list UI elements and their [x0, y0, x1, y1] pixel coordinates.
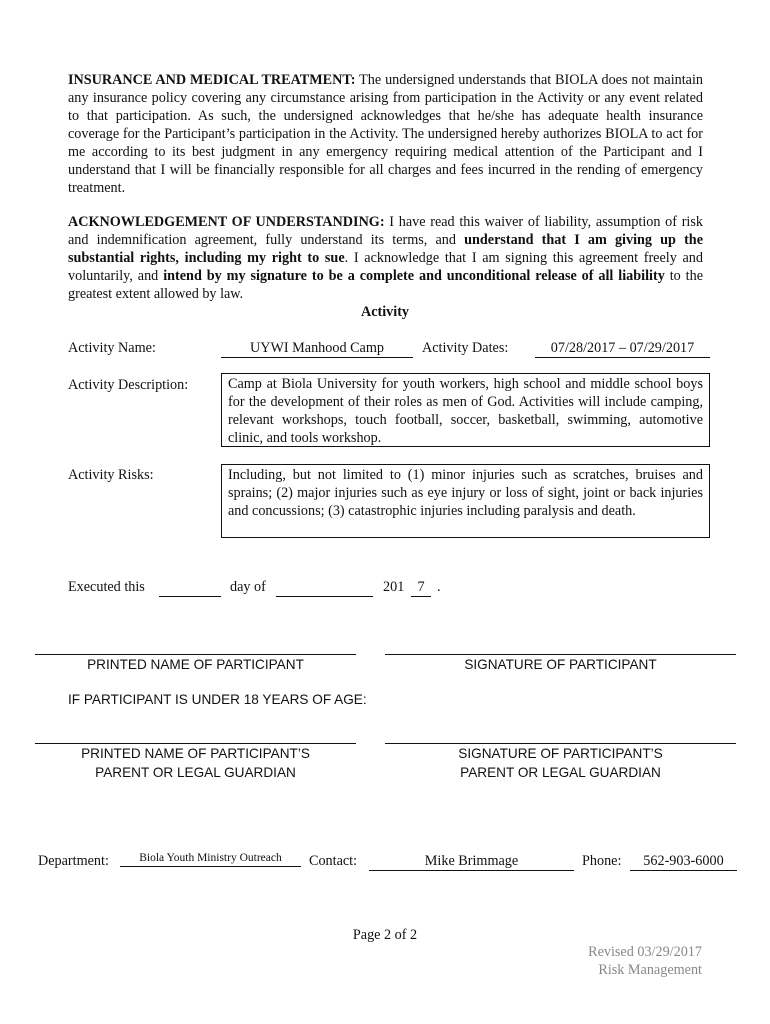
- activity-name-field[interactable]: UYWI Manhood Camp: [221, 339, 413, 358]
- activity-description-box[interactable]: Camp at Biola University for youth workers, high school and middle school boys for the development of their roles as men of God. Activities will include camping, relevant workshops, touch football, soccer, basketball, swimming, automotive clinic, and tools workshop.: [221, 373, 710, 447]
- acknowledgement-bold-1: understand that I am giving up the substantial rights, including my right to sue: [68, 232, 703, 266]
- guardian-printed-name-label: [35, 744, 356, 782]
- executed-year-field[interactable]: 7: [411, 578, 431, 597]
- department-field[interactable]: Biola Youth Ministry Outreach: [120, 850, 301, 867]
- guardian-signature-line-1: SIGNATURE OF PARTICIPANT’S: [458, 746, 663, 761]
- activity-dates-label: Activity Dates:: [422, 340, 509, 356]
- guardian-signature-label: [385, 744, 736, 782]
- acknowledgement-heading: ACKNOWLEDGEMENT OF UNDERSTANDING:: [68, 214, 385, 230]
- insurance-paragraph: [68, 71, 703, 197]
- page-number: Page 2 of 2: [352, 927, 418, 943]
- activity-name-label: Activity Name:: [68, 340, 156, 356]
- signature-label: SIGNATURE OF PARTICIPANT: [464, 657, 657, 672]
- acknowledgement-bold-2: intend by my signature to be a complete and unconditional release of all liability: [163, 268, 665, 284]
- contact-field[interactable]: Mike Brimmage: [369, 852, 574, 871]
- acknowledgement-paragraph: [68, 213, 703, 303]
- acknowledgement-text-2: . I acknowledge that I am signing this agreement freely and voluntarily, and: [68, 250, 703, 284]
- activity-section-title: Activity: [360, 304, 410, 320]
- activity-risks-label: Activity Risks:: [68, 467, 154, 483]
- printed-name-label: PRINTED NAME OF PARTICIPANT: [87, 657, 304, 672]
- risk-management-footer: Risk Management: [598, 962, 702, 978]
- contact-label: Contact:: [309, 853, 358, 869]
- insurance-body: The undersigned understands that BIOLA does not maintain any insurance policy covering any circumstance arising from participation in the Activity or any event related to that participation. As such, the undersigned acknowledges that he/she has adequate health insurance coverage for the Participant’s participation in the Activity. The undersigned hereby authorizes BIOLA to act for me according to its best judgment in any emergency requiring medical attention of the Participant and I understand that I will be financially responsible for all charges and fees incurred in the rending of emergency treatment.: [68, 72, 704, 196]
- activity-risks-box[interactable]: Including, but not limited to (1) minor injuries such as scratches, bruises and sprains; (2) major injuries such as eye injury or loss of sight, joint or back injuries and concussions; (3) catastrophic injuries including paralysis and death.: [221, 464, 710, 538]
- phone-label: Phone:: [582, 853, 622, 869]
- activity-dates-field[interactable]: 07/28/2017 – 07/29/2017: [535, 339, 710, 358]
- executed-prefix: Executed this: [68, 579, 145, 595]
- guardian-printed-line-2: PARENT OR LEGAL GUARDIAN: [95, 765, 296, 780]
- department-label: Department:: [38, 853, 109, 869]
- phone-field[interactable]: 562-903-6000: [630, 852, 737, 871]
- guardian-signature-line-2: PARENT OR LEGAL GUARDIAN: [460, 765, 661, 780]
- acknowledgement-text-1: I have read this waiver of liability, assumption of risk and indemnification agreement, fully understand its terms, and: [68, 214, 703, 248]
- revised-date: Revised 03/29/2017: [588, 944, 702, 960]
- under-18-notice: IF PARTICIPANT IS UNDER 18 YEARS OF AGE:: [68, 692, 367, 707]
- executed-day-field[interactable]: [159, 578, 221, 597]
- acknowledgement-text-3: to the greatest extent allowed by law.: [68, 268, 704, 302]
- insurance-heading: INSURANCE AND MEDICAL TREATMENT:: [68, 72, 356, 88]
- executed-month-field[interactable]: [276, 578, 373, 597]
- executed-day-of: day of: [230, 579, 266, 595]
- activity-description-label: Activity Description:: [68, 377, 189, 393]
- executed-period: .: [437, 579, 441, 595]
- executed-year-prefix: 201: [383, 579, 405, 595]
- guardian-printed-line-1: PRINTED NAME OF PARTICIPANT’S: [81, 746, 310, 761]
